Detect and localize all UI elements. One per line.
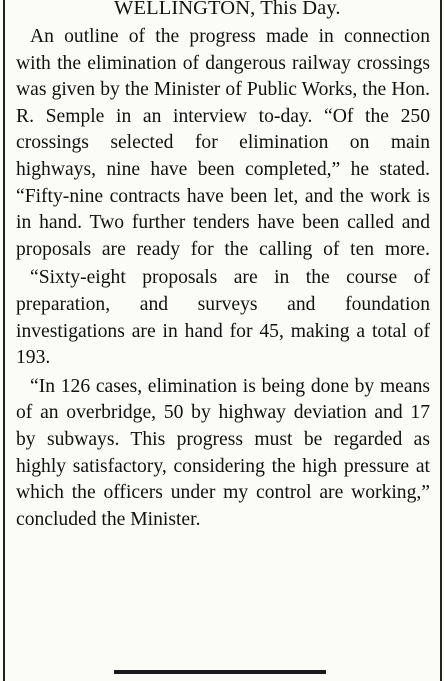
dateline: WELLINGTON, This Day. — [114, 0, 341, 19]
closing-rule — [114, 670, 326, 674]
right-column-rule — [440, 0, 442, 681]
paragraph-3: “In 126 cases, elimination is being done by means of an overbridge, 50 by highway deviation and 17 by subways. This progress must be regarded as highly satisfactory, considering the high pressure at which the officers under my control are working,” concluded the Minister. — [16, 375, 430, 530]
article — [16, 0, 430, 533]
left-column-rule — [3, 0, 5, 681]
paragraph-1: An outline of the progress made in connection with the elimination of dangerous railway crossings was given by the Minister of Public Works, the Hon. R. Semple in an interview to-day. “Of the 250 crossings selected for elimination on main highways, nine have been completed,” he stated. “Fifty-nine contracts have been let, and the work is in hand. Two further tenders have been called and proposals are ready for the calling of ten more. — [16, 26, 430, 260]
paragraph-2: “Sixty-eight proposals are in the course of preparation, and surveys and foundation investigations are in hand for 45, making a total of 193. — [16, 267, 430, 369]
